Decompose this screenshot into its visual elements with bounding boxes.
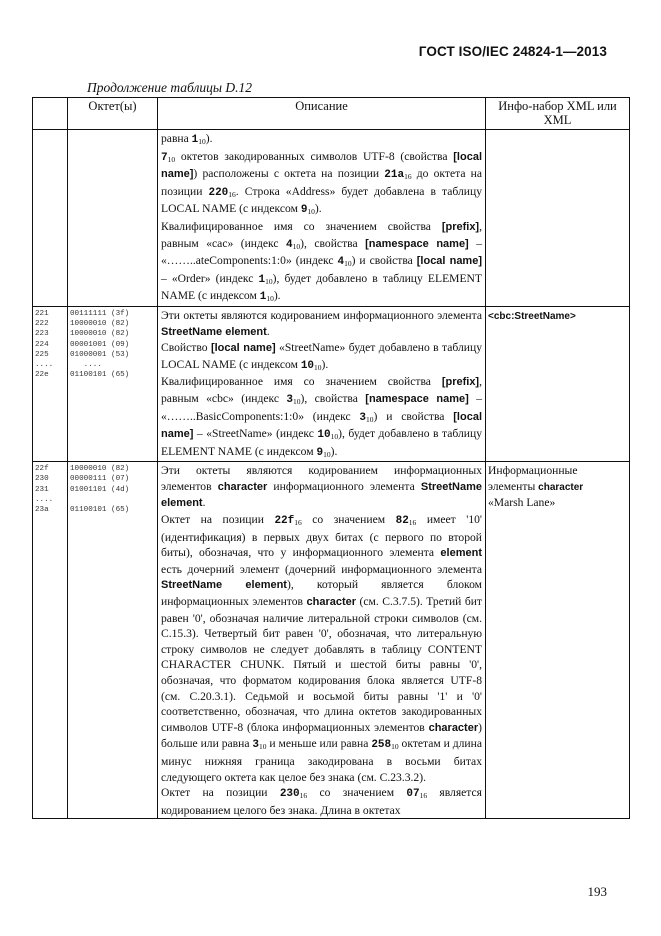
table-caption: Продолжение таблицы D.12 xyxy=(87,80,253,95)
table-header-row xyxy=(33,98,630,130)
octets-cell: 10000010 (82) 00000111 (07) 01001101 (4d) 01100101 (65) xyxy=(68,462,158,819)
col-header-infoset: Инфо-набор XML или XML xyxy=(486,98,630,130)
index-cell xyxy=(33,130,68,307)
index-cell: 22f 230 231 .... 23a xyxy=(33,462,68,819)
octets-cell: 00111111 (3f) 10000010 (82) 10000010 (82) 00001001 (09) 01000001 (53) .... 01100101 (65) xyxy=(68,306,158,461)
infoset-cell: Информационные элементы character «Marsh Lane» xyxy=(486,462,630,819)
index-cell: 221 222 223 224 225 .... 22e xyxy=(33,306,68,461)
standard-header: ГОСТ ISO/IEC 24824-1—2013 xyxy=(418,44,607,59)
table-row xyxy=(33,130,630,307)
col-header-index xyxy=(33,98,68,130)
page-number: 193 xyxy=(587,884,607,899)
description-cell: Эти октеты являются кодированием информационных элементов character информационного элемента StreetName element. Октет на позиции $22f_{16}$ со значением $82_{16}$ имеет '10' (идентификация) в первых двух битах (с первого по второй биты), обозначая, что у информационного элемента element есть дочерний элемент (дочерний информационного элемента StreetName element), который является блоком информационных элементов character (см. C.3.7.5). Третий бит равен '0', обозначая наличие литеральной строки символов (см. C.15.3). Четвертый бит равен '0', обозначая, что литеральную строку символов не следует добавлять в таблицу CONTENT CHARACTER CHUNK. Пятый и шестой биты равны '0', обозначая, что форматом кодирования блока является UTF-8 (см. C.20.3.1). Седьмой и восьмой биты равны '1' и '0' соответственно, обозначая, что длина октетов закодированных символов UTF-8 (блока информационных элементов character) больше или равна $3_{10}$ и меньше или равна $258_{10}$ октетам и длина минус нижняя граница закодирована в восьми битах следующего октета как целое без знака (см. C.23.3.2). Октет на позиции $230_{16}$ со значением $07_{16}$ является кодированием целого без знака. Длина в октетах xyxy=(158,462,486,819)
table-row xyxy=(33,306,630,461)
description-cell: Эти октеты являются кодированием информационного элемента StreetName element. Свойство [local name] «StreetName» будет добавлено в таблицу LOCAL NAME (с индексом $10_{10}$). Квалифицированное имя со значением свойства [prefix], равным «cbc» (индекс $3_{10}$), свойства [namespace name] – «……..BasicComponents:1:0» (индекс $3_{10}$) и свойства [local name] – «StreetName» (индекс $10_{10}$), будет добавлено в таблицу ELEMENT NAME (с индексом $9_{10}$). xyxy=(158,306,486,461)
infoset-cell xyxy=(486,130,630,307)
table-row xyxy=(33,462,630,819)
col-header-octets: Октет(ы) xyxy=(68,98,158,130)
data-table xyxy=(32,97,630,819)
description-cell: равна $1_{10}$). $7_{10}$ октетов закодированных символов UTF-8 (свойства [local name]) расположены с октета на позиции $21a_{16}$ до октета на позиции $220_{16}$. Строка «Address» будет добавлена в таблицу LOCAL NAME (с индексом $9_{10}$). Квалифицированное имя со значением свойства [prefix], равным «cac» (индекс $4_{10}$), свойства [namespace name] – «……..ateComponents:1:0» (индекс $4_{10}$) и свойства [local name] – «Order» (индекс $1_{10}$), будет добавлено в таблицу ELEMENT NAME (с индексом $1_{10}$). xyxy=(158,130,486,307)
col-header-description: Описание xyxy=(158,98,486,130)
infoset-cell: <cbc:StreetName> xyxy=(486,306,630,461)
octets-cell xyxy=(68,130,158,307)
